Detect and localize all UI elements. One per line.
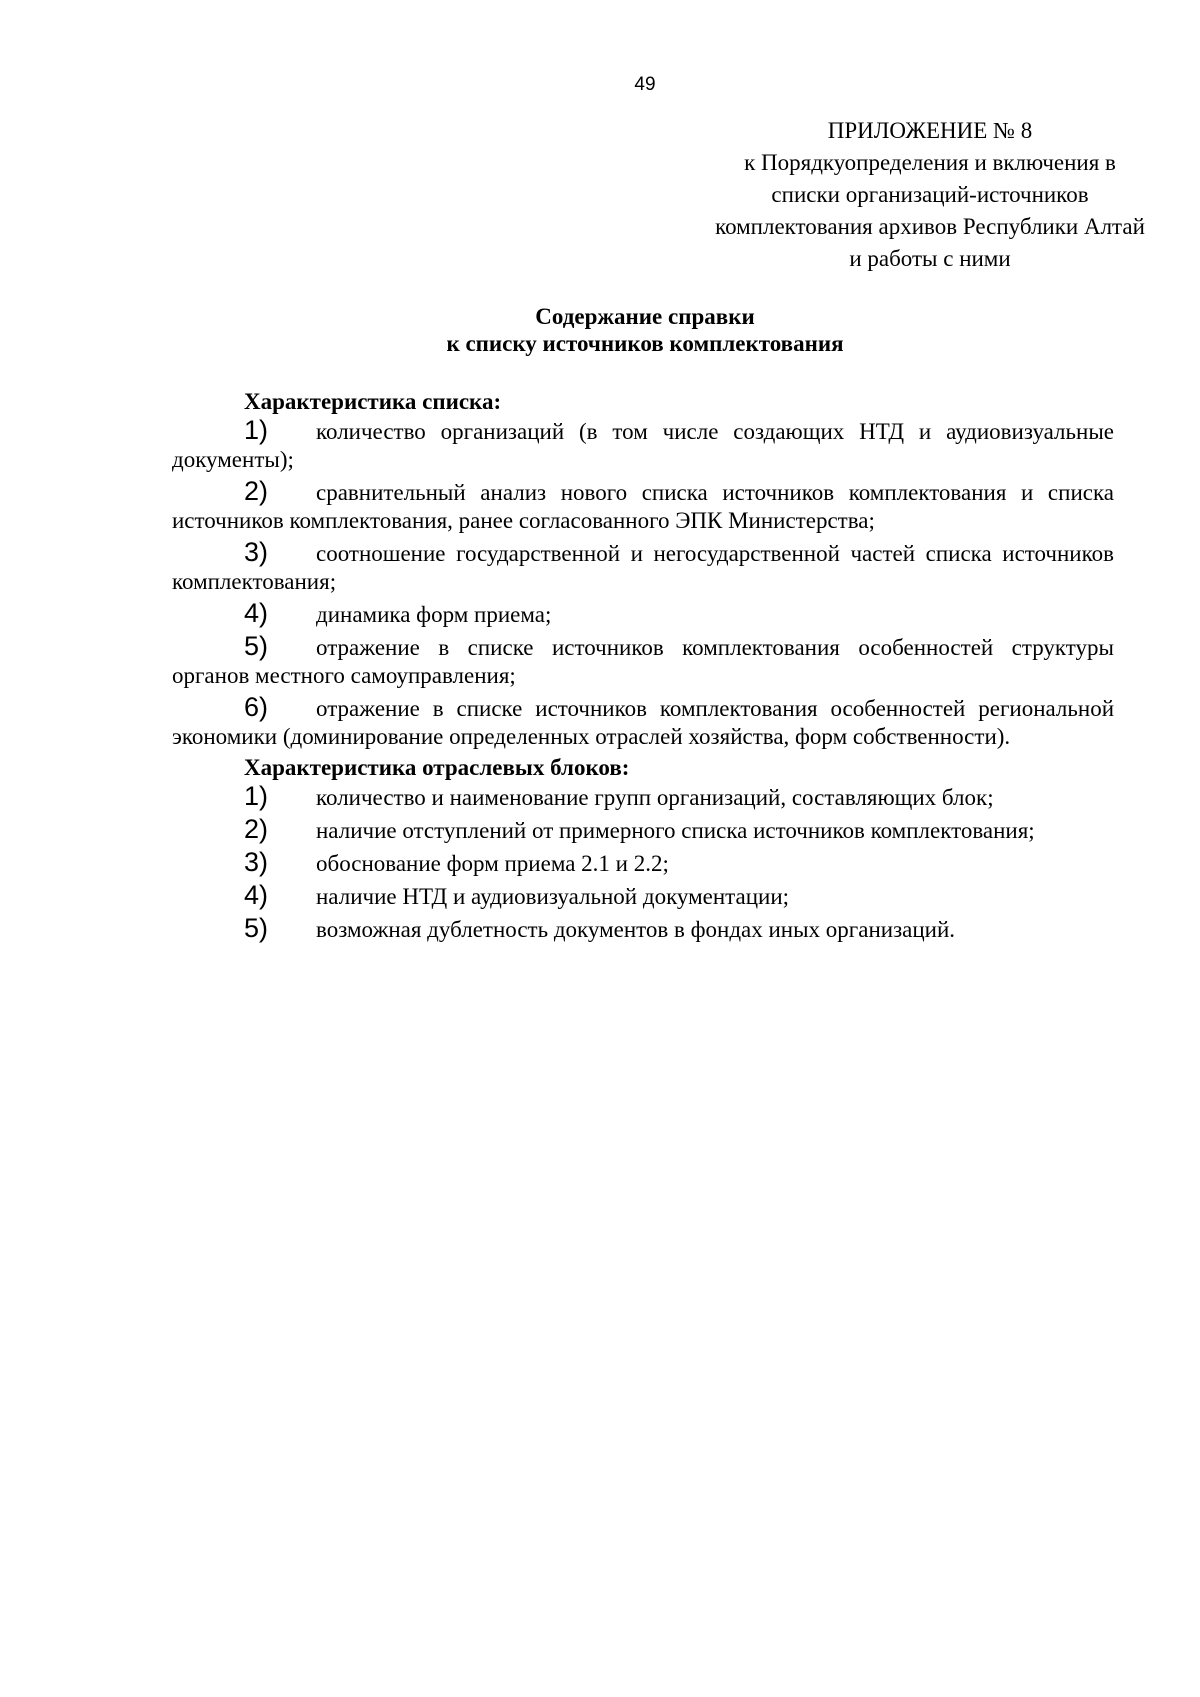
item-text: обоснование форм приема 2.1 и 2.2; — [316, 851, 669, 876]
item-number: 4) — [244, 880, 269, 910]
section-title-blocks: Характеристика отраслевых блоков: — [244, 755, 630, 780]
list-item — [172, 693, 1114, 751]
item-text: отражение в списке источников комплектования особенностей региональной экономики (доминирование определенных отраслей хозяйства, форм собственности). — [172, 696, 1114, 749]
list-item — [172, 815, 1114, 845]
item-text: количество и наименование групп организаций, составляющих блок; — [316, 785, 994, 810]
item-number: 2) — [244, 476, 269, 506]
item-number: 4) — [244, 598, 269, 628]
list-item — [172, 477, 1114, 535]
appendix-title: ПРИЛОЖЕНИЕ № 8 — [827, 118, 1033, 143]
appendix-line: комплектования архивов Республики Алтай — [715, 214, 1145, 239]
heading-line: к списку источников комплектования — [446, 331, 844, 356]
item-text: возможная дублетность документов в фондах иных организаций. — [316, 917, 956, 942]
list-item — [172, 538, 1114, 596]
item-text: отражение в списке источников комплектования особенностей структуры органов местного самоуправления; — [172, 635, 1114, 688]
heading-line: Содержание справки — [535, 304, 755, 329]
item-number: 3) — [244, 537, 269, 567]
item-text: динамика форм приема; — [316, 602, 552, 627]
appendix-header — [640, 115, 1200, 275]
item-number: 2) — [244, 814, 269, 844]
item-text: количество организаций (в том числе создающих НТД и аудиовизуальные документы); — [172, 419, 1114, 472]
section-title-list: Характеристика списка: — [244, 389, 502, 414]
list-item — [172, 848, 1114, 878]
item-text: сравнительный анализ нового списка источников комплектования и списка источников комплектования, ранее согласованного ЭПК Министерства; — [172, 480, 1114, 533]
item-number: 1) — [244, 415, 269, 445]
appendix-line: и работы с ними — [849, 246, 1011, 271]
list-item — [172, 599, 1114, 629]
item-text: наличие НТД и аудиовизуальной документации; — [316, 884, 790, 909]
list-item — [172, 632, 1114, 690]
item-text: наличие отступлений от примерного списка источников комплектования; — [316, 818, 1035, 843]
item-number: 1) — [244, 781, 269, 811]
page-number: 49 — [634, 74, 656, 95]
item-number: 3) — [244, 847, 269, 877]
item-number: 5) — [244, 913, 269, 943]
list-item — [172, 881, 1114, 911]
item-text: соотношение государственной и негосударственной частей списка источников комплектования; — [172, 541, 1114, 594]
list-item — [172, 416, 1114, 474]
item-number: 5) — [244, 631, 269, 661]
document-heading — [45, 303, 1200, 357]
appendix-line: к Порядкуопределения и включения в — [744, 150, 1116, 175]
appendix-line: списки организаций-источников — [771, 182, 1089, 207]
document-body — [172, 388, 1114, 947]
list-item — [172, 914, 1114, 944]
item-number: 6) — [244, 692, 269, 722]
list-item — [172, 782, 1114, 812]
